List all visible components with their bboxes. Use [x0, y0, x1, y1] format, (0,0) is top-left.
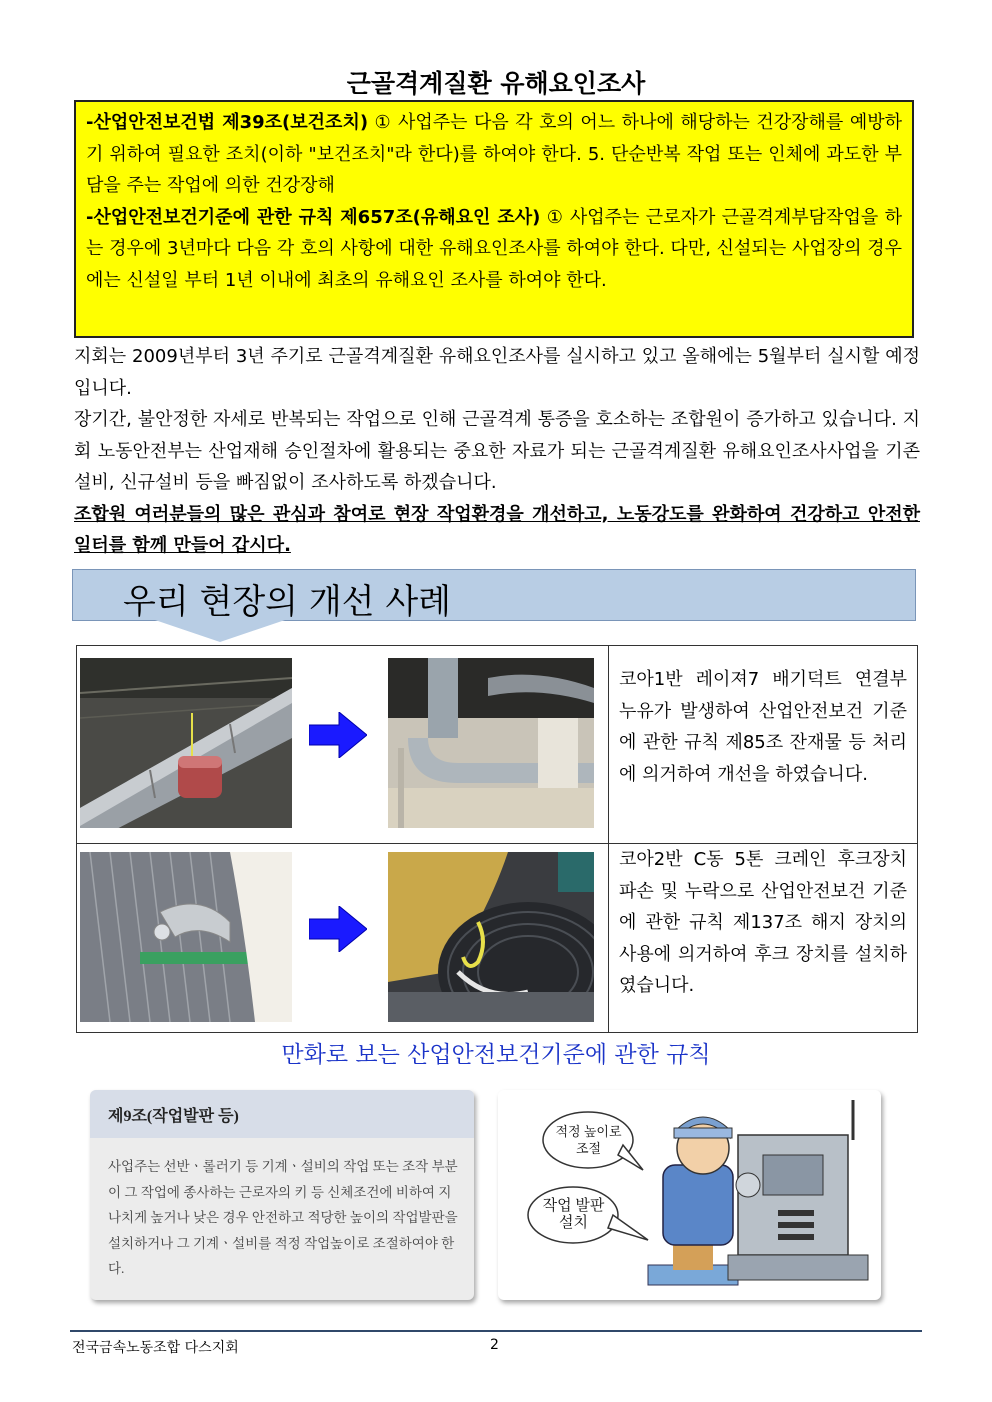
law2-title: -산업안전보건기준에 관한 규칙 제657조(유해요인 조사)	[86, 206, 541, 228]
rule-card-body: 사업주는 선반ㆍ롤러기 등 기계ㆍ설비의 작업 또는 조작 부분이 그 작업에 종사하는 근로자의 키 등 신체조건에 비하여 지나치게 높거나 낮은 경우 안전하고 적당한 높이의 작업발판을 설치하거나 그 기계ㆍ설비를 적정 작업높이로 조절하여야 한다.	[108, 1159, 458, 1276]
rule-card-header	[90, 1090, 474, 1138]
improvement-cases-table	[76, 645, 918, 1033]
paragraph-appeal: 조합원 여러분들의 많은 관심과 참여로 현장 작업환경을 개선하고, 노동강도를 완화하여 건강하고 안전한 일터를 함께 만들어 갑시다.	[74, 503, 920, 556]
paragraph-plan: 장기간, 불안정한 자세로 반복되는 작업으로 인해 근골격계 통증을 호소하는 조합원이 증가하고 있습니다. 지회 노동안전부는 산업재해 승인절차에 활용되는 중요한 자료가 되는 근골격계질환 유해요인조사사업을 기존설비, 신규설비 등을 빠짐없이 조사하도록 하겠습니다.	[74, 409, 920, 493]
before-duct-photo	[80, 658, 292, 828]
case-row	[77, 844, 917, 1032]
right-arrow-icon	[309, 906, 367, 956]
before-hook-photo	[80, 852, 292, 1022]
case-description: 코아1반 레이져7 배기덕트 연결부 누유가 발생하여 산업안전보건 기준에 관한 규칙 제85조 잔재물 등 처리에 의거하여 개선을 하였습니다.	[619, 669, 907, 785]
page-title: 근골격계질환 유해요인조사	[346, 69, 646, 98]
section-banner	[72, 569, 916, 621]
body-text	[74, 341, 920, 562]
after-duct-photo	[388, 658, 594, 828]
cartoon-illustration	[498, 1090, 881, 1300]
law1-text: ① 사업주는 다음 각 호의 어느 하나에 해당하는 건강장해를 예방하기 위하여 필요한 조치(이하 "보건조치"라 한다)를 하여야 한다. 5. 단순반복 작업 또는 인체에 과도한 부담을 주는 작업에 의한 건강장해	[86, 112, 902, 196]
case-photos	[77, 844, 609, 1032]
rule-card	[90, 1090, 474, 1300]
rule-card-title: 제9조(작업발판 등)	[108, 1108, 239, 1125]
speech-bubble-platform: 작업 발판 설치	[542, 1198, 605, 1231]
paragraph-schedule: 지회는 2009년부터 3년 주기로 근골격계질환 유해요인조사를 실시하고 있고 올해에는 5월부터 실시할 예정입니다.	[74, 346, 920, 399]
case-row	[77, 646, 917, 844]
law1-title: -산업안전보건법 제39조(보건조치)	[86, 112, 369, 133]
law2-text: ① 사업주는 근로자가 근골격계부담작업을 하는 경우에 3년마다 다음 각 호의 사항에 대한 유해요인조사를 하여야 한다. 다만, 신설되는 사업장의 경우에는 신설일 부터 1년 이내에 최초의 유해요인 조사를 하여야 한다.	[86, 206, 902, 291]
law-excerpt-box	[74, 100, 914, 338]
right-arrow-icon	[309, 712, 367, 762]
case-photos	[77, 646, 609, 843]
banner-title: 우리 현장의 개선 사례	[123, 582, 452, 622]
footer-divider	[70, 1330, 922, 1332]
speech-bubble-adjust: 적정 높이로 조절	[555, 1124, 622, 1156]
case-description: 코아2반 C동 5톤 크레인 후크장치 파손 및 누락으로 산업안전보건 기준에 관한 규칙 제137조 해지 장치의 사용에 의거하여 후크 장치를 설치하였습니다.	[619, 849, 907, 996]
after-hook-photo	[388, 852, 594, 1022]
worker-cartoon	[498, 1090, 881, 1300]
footer-org: 전국금속노동조합 다스지회	[72, 1340, 239, 1356]
manhwa-section-title: 만화로 보는 산업안전보건기준에 관한 규칙	[281, 1042, 711, 1068]
banner-down-arrow-icon	[155, 620, 285, 642]
page-number: 2	[490, 1337, 499, 1353]
